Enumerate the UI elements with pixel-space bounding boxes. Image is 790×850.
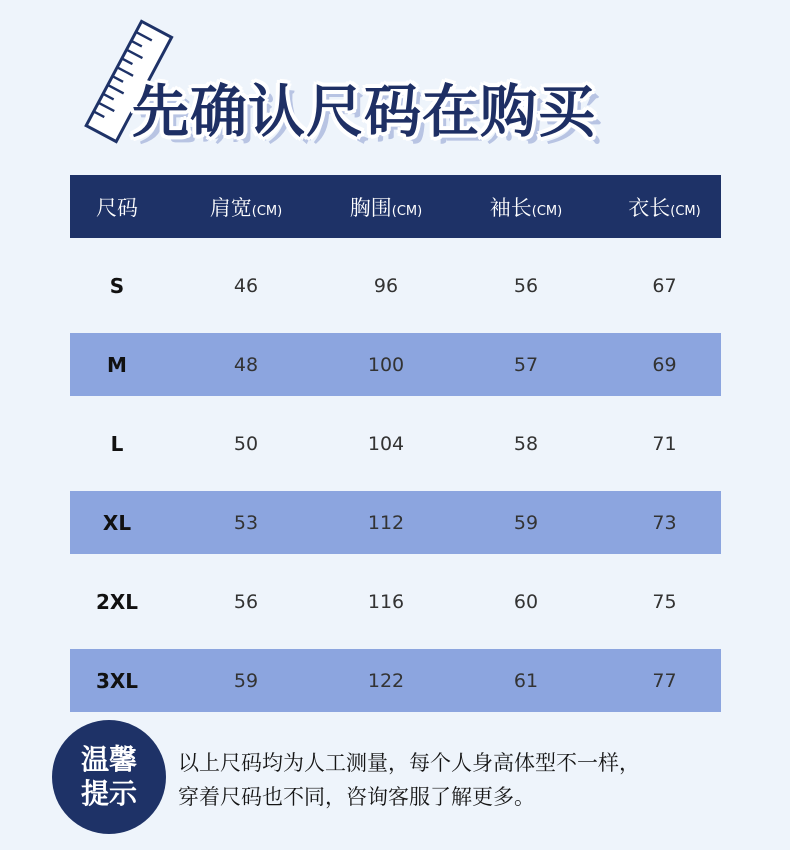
tip-badge — [52, 720, 166, 834]
table-row — [70, 333, 721, 396]
table-row — [70, 412, 721, 475]
sleeve-cell: 58 — [513, 432, 539, 455]
chest-cell: 112 — [367, 511, 405, 534]
size-cell: S — [109, 273, 125, 298]
length-cell: 69 — [652, 353, 677, 376]
table-row — [70, 570, 721, 633]
size-table — [70, 175, 721, 712]
header-sleeve: 袖长(CM) — [489, 195, 563, 220]
tip-line-1: 以上尺码均为人工测量，每个人身高体型不一样， — [178, 751, 640, 775]
tip-note — [178, 746, 778, 814]
chest-cell: 96 — [373, 274, 399, 297]
size-cell: M — [107, 352, 127, 377]
chest-cell: 104 — [367, 432, 405, 455]
header-length: 衣长(CM) — [628, 195, 701, 220]
header-chest: 胸围(CM) — [349, 195, 423, 220]
sleeve-cell: 61 — [513, 669, 539, 692]
chest-cell: 100 — [367, 353, 405, 376]
tip-line-2: 穿着尺码也不同，咨询客服了解更多。 — [178, 785, 535, 809]
table-row — [70, 649, 721, 712]
size-cell: XL — [102, 510, 132, 535]
shoulder-cell: 53 — [233, 511, 259, 534]
sleeve-cell: 57 — [513, 353, 539, 376]
header-size: 尺码 — [96, 195, 138, 220]
chest-cell: 122 — [367, 669, 405, 692]
size-cell: 3XL — [95, 668, 139, 693]
length-cell: 67 — [652, 274, 677, 297]
length-cell: 75 — [652, 590, 677, 613]
page-title: 先确认尺码在购买 — [132, 79, 596, 145]
chest-cell: 116 — [367, 590, 405, 613]
size-cell: L — [110, 431, 124, 456]
shoulder-cell: 46 — [233, 274, 259, 297]
sleeve-cell: 59 — [513, 511, 539, 534]
length-cell: 77 — [652, 669, 677, 692]
length-cell: 71 — [652, 432, 677, 455]
table-header — [70, 175, 721, 238]
tip-badge-line1: 温馨 — [80, 742, 137, 776]
table-row — [70, 491, 721, 554]
shoulder-cell: 50 — [233, 432, 259, 455]
shoulder-cell: 56 — [233, 590, 259, 613]
tip-badge-line2: 提示 — [80, 777, 137, 810]
header-shoulder: 肩宽(CM) — [209, 195, 283, 220]
sleeve-cell: 56 — [513, 274, 539, 297]
size-cell: 2XL — [95, 589, 139, 614]
shoulder-cell: 48 — [233, 353, 259, 376]
shoulder-cell: 59 — [233, 669, 259, 692]
table-row — [70, 254, 721, 317]
length-cell: 73 — [652, 511, 677, 534]
sleeve-cell: 60 — [513, 590, 539, 613]
